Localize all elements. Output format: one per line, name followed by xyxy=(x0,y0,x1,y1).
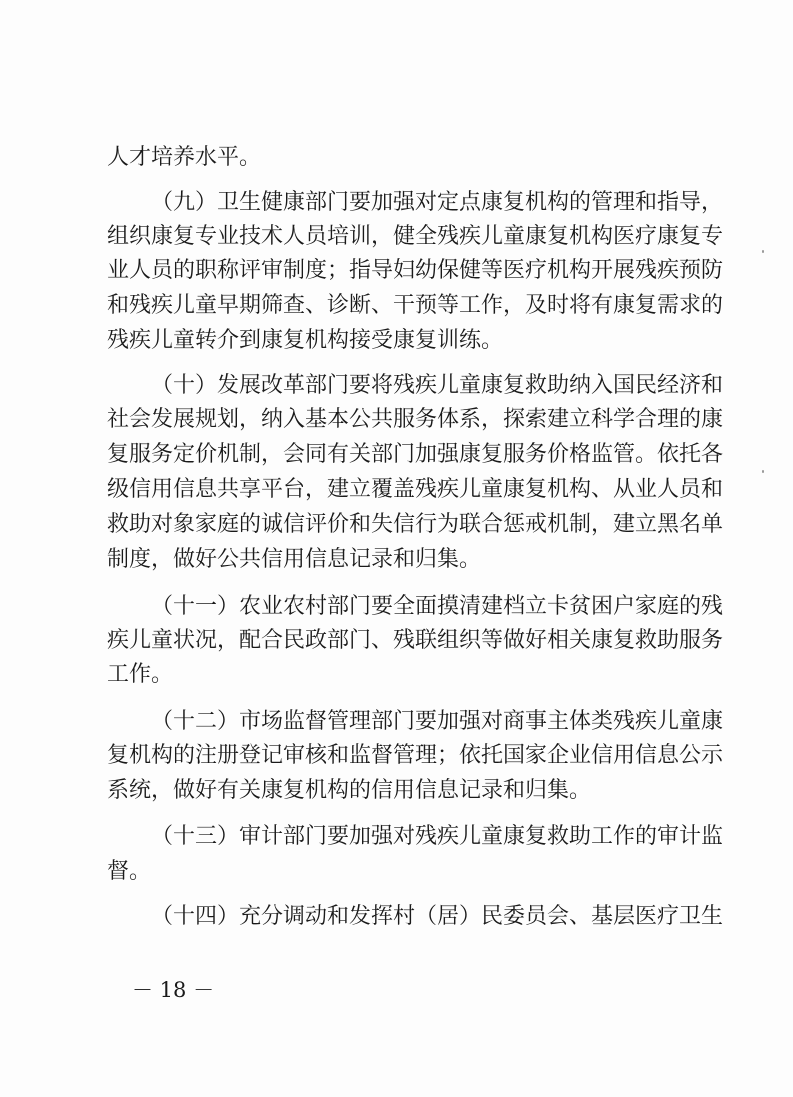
scan-speck xyxy=(762,470,764,473)
text-line-6: 残疾儿童转介到康复机构接受康复训练。 xyxy=(107,328,504,353)
text-line-15: 工作。 xyxy=(107,662,174,687)
text-line-12: 制度，做好公共信用信息记录和归集。 xyxy=(107,547,482,572)
text-line-10: 级信用信息共享平台，建立覆盖残疾儿童康复机构、从业人员和 xyxy=(107,477,724,502)
text-line-18: 系统，做好有关康复机构的信用信息记录和归集。 xyxy=(107,778,592,803)
text-line-3: 组织康复专业技术人员培训，健全残疾儿童康复机构医疗康复专 xyxy=(107,224,724,249)
text-line-1: 人才培养水平。 xyxy=(107,145,262,170)
text-line-20: 督。 xyxy=(107,859,152,884)
text-line-13: （十一）农业农村部门要全面摸清建档立卡贫困户家庭的残 xyxy=(151,594,724,619)
text-line-9: 复服务定价机制，会同有关部门加强康复服务价格监管。依托各 xyxy=(107,442,724,467)
text-line-19: （十三）审计部门要加强对残疾儿童康复救助工作的审计监 xyxy=(151,824,724,849)
text-line-8: 社会发展规划，纳入基本公共服务体系，探索建立科学合理的康 xyxy=(107,407,724,432)
text-line-4: 业人员的职称评审制度；指导妇幼保健等医疗机构开展残疾预防 xyxy=(107,258,724,283)
text-line-21: （十四）充分调动和发挥村（居）民委员会、基层医疗卫生 xyxy=(151,904,724,929)
text-line-16: （十二）市场监督管理部门要加强对商事主体类残疾儿童康 xyxy=(151,709,724,734)
scan-speck xyxy=(762,250,764,253)
text-line-11: 救助对象家庭的诚信评价和失信行为联合惩戒机制，建立黑名单 xyxy=(107,512,724,537)
text-line-17: 复机构的注册登记审核和监督管理；依托国家企业信用信息公示 xyxy=(107,743,724,768)
text-line-5: 和残疾儿童早期筛查、诊断、干预等工作，及时将有康复需求的 xyxy=(107,293,724,318)
page-number: － 18 － xyxy=(132,978,215,1002)
text-line-7: （十）发展改革部门要将残疾儿童康复救助纳入国民经济和 xyxy=(151,373,724,398)
text-line-2: （九）卫生健康部门要加强对定点康复机构的管理和指导， xyxy=(151,190,724,215)
text-line-14: 疾儿童状况，配合民政部门、残联组织等做好相关康复救助服务 xyxy=(107,628,724,653)
